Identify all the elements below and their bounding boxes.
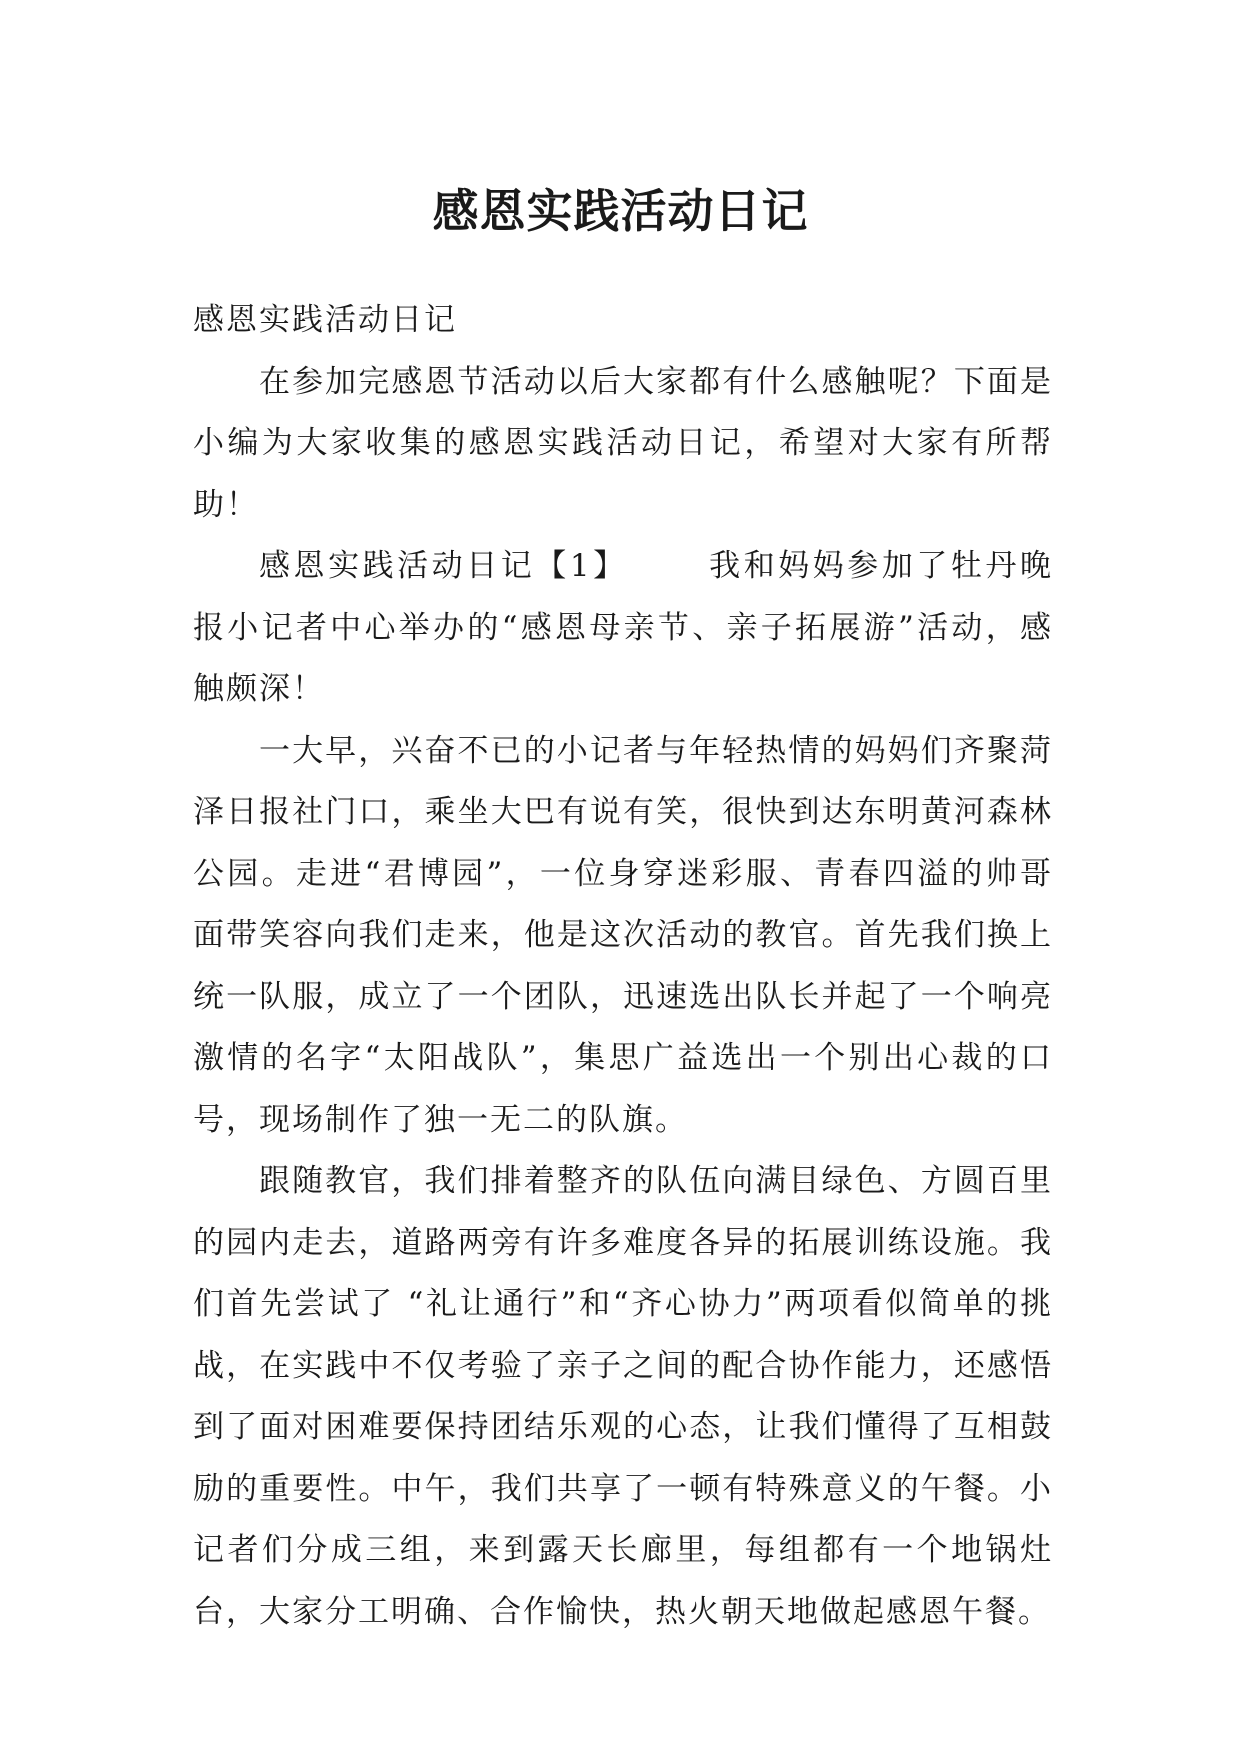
document-body (193, 290, 1053, 1643)
entry1-paragraph (193, 536, 1053, 721)
intro-paragraph: 在参加完感恩节活动以后大家都有什么感触呢？下面是小编为大家收集的感恩实践活动日记，希望对大家有所帮助！ (193, 363, 1053, 523)
entry1-lead: 我和妈妈参加了牡丹晚报小记者中心举办的“感恩母亲节、亲子拓展游”活动，感触颇深！ (193, 548, 1053, 707)
training-paragraph: 跟随教官，我们排着整齐的队伍向满目绿色、方圆百里的园内走去，道路两旁有许多难度各异的拓展训练设施。我们首先尝试了 “礼让通行”和“齐心协力”两项看似简单的挑战，在实践中不仅考验了亲子之间的配合协作能力，还感悟到了面对困难要保持团结乐观的心态，让我们懂得了互相鼓励的重要性。中午，我们共享了一顿有特殊意义的午餐。小记者们分成三组，来到露天长廊里，每组都有一个地锅灶台，大家分工明确、合作愉快，热火朝天地做起感恩午餐。 (193, 1163, 1053, 1630)
entry1-heading: 感恩实践活动日记【1】 (259, 548, 628, 584)
document-subtitle: 感恩实践活动日记 (193, 302, 457, 338)
document-title: 感恩实践活动日记 (432, 183, 809, 238)
morning-paragraph: 一大早，兴奋不已的小记者与年轻热情的妈妈们齐聚菏泽日报社门口，乘坐大巴有说有笑，很快到达东明黄河森林公园。走进“君博园”，一位身穿迷彩服、青春四溢的帅哥面带笑容向我们走来，他是这次活动的教官。首先我们换上统一队服，成立了一个团队，迅速选出队长并起了一个响亮激情的名字“太阳战队”，集思广益选出一个别出心裁的口号，现场制作了独一无二的队旗。 (193, 732, 1053, 1138)
